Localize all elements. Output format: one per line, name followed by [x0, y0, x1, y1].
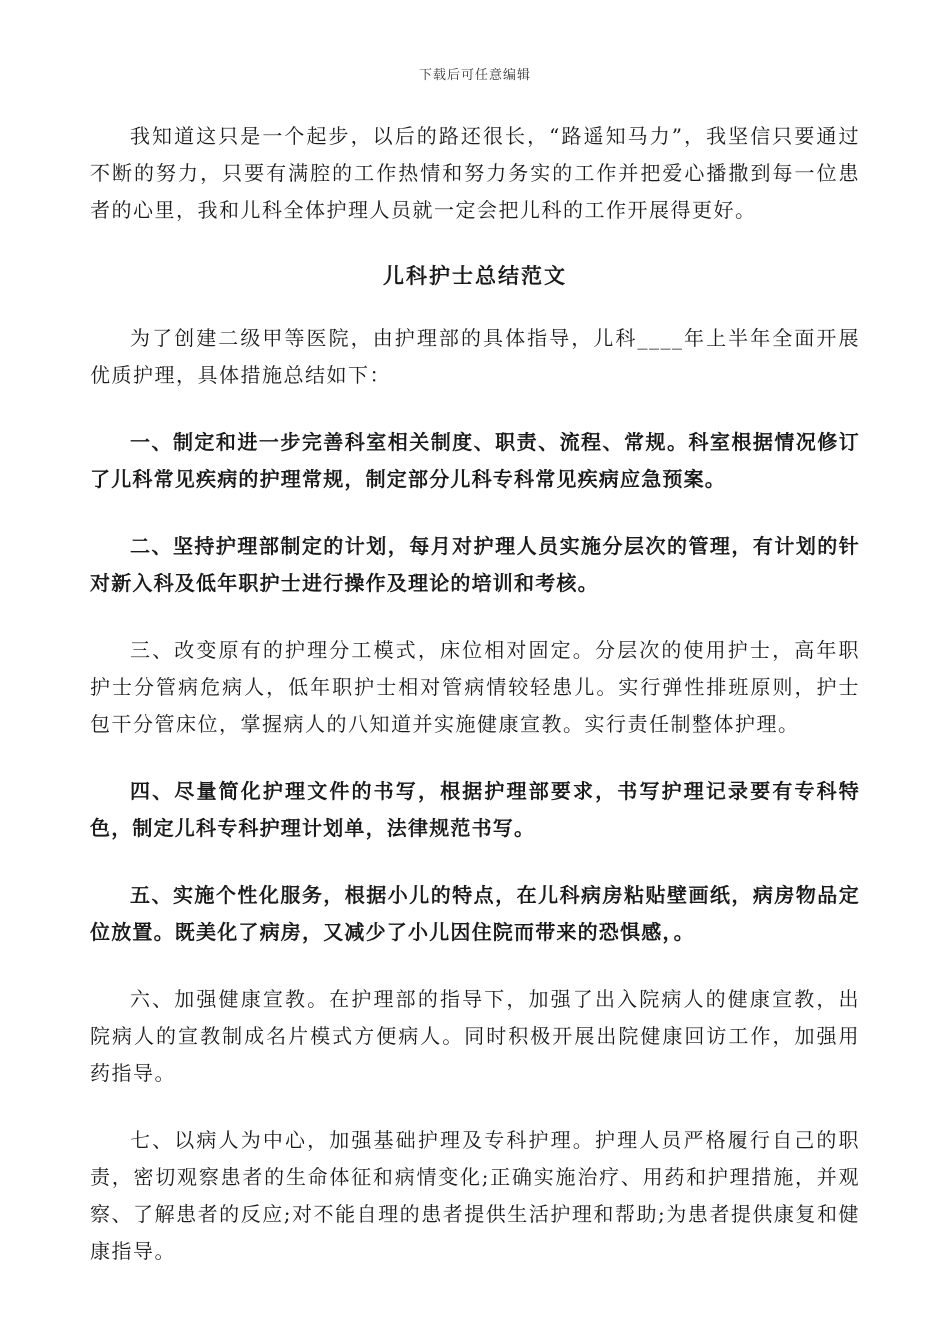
paragraph-item-1: 一、制定和进一步完善科室相关制度、职责、流程、常规。科室根据情况修订了儿科常见疾病的护理常规，制定部分儿科专科常见疾病应急预案。	[90, 430, 860, 491]
paragraph-item-2: 二、坚持护理部制定的计划，每月对护理人员实施分层次的管理，有计划的针对新入科及低年职护士进行操作及理论的培训和考核。	[90, 534, 860, 595]
intro-paragraph: 我知道这只是一个起步，以后的路还很长，“路遥知马力”，我坚信只要通过不断的努力，只要有满腔的工作热情和努力务实的工作并把爱心播撒到每一位患者的心里，我和儿科全体护理人员就一定会把儿科的工作开展得更好。	[90, 124, 860, 222]
page-header: 下载后可任意编辑	[418, 68, 531, 83]
paragraph-item-7: 七、以病人为中心，加强基础护理及专科护理。护理人员严格履行自己的职责，密切观察患者的生命体征和病情变化;正确实施治疗、用药和护理措施，并观察、了解患者的反应;对不能自理的患者提供生活护理和帮助;为患者提供康复和健康指导。	[90, 1128, 860, 1263]
paragraph-item-6: 六、加强健康宣教。在护理部的指导下，加强了出入院病人的健康宣教，出院病人的宣教制成名片模式方便病人。同时积极开展出院健康回访工作，加强用药指导。	[90, 987, 860, 1085]
paragraph-item-5: 五、实施个性化服务，根据小儿的特点，在儿科病房粘贴壁画纸，病房物品定位放置。既美化了病房，又减少了小儿因住院而带来的恐惧感，。	[90, 883, 860, 944]
paragraph-item-3: 三、改变原有的护理分工模式，床位相对固定。分层次的使用护士，高年职护士分管病危病人，低年职护士相对管病情较轻患儿。实行弹性排班原则，护士包干分管床位，掌握病人的八知道并实施健康宣教。实行责任制整体护理。	[90, 638, 860, 736]
paragraph-item-4: 四、尽量简化护理文件的书写，根据护理部要求，书写护理记录要有专科特色，制定儿科专科护理计划单，法律规范书写。	[90, 779, 860, 840]
paragraph-opening: 为了创建二级甲等医院，由护理部的具体指导，儿科____年上半年全面开展优质护理，具体措施总结如下：	[90, 326, 860, 387]
document-title: 儿科护士总结范文	[383, 263, 567, 288]
document-body	[90, 118, 860, 1300]
